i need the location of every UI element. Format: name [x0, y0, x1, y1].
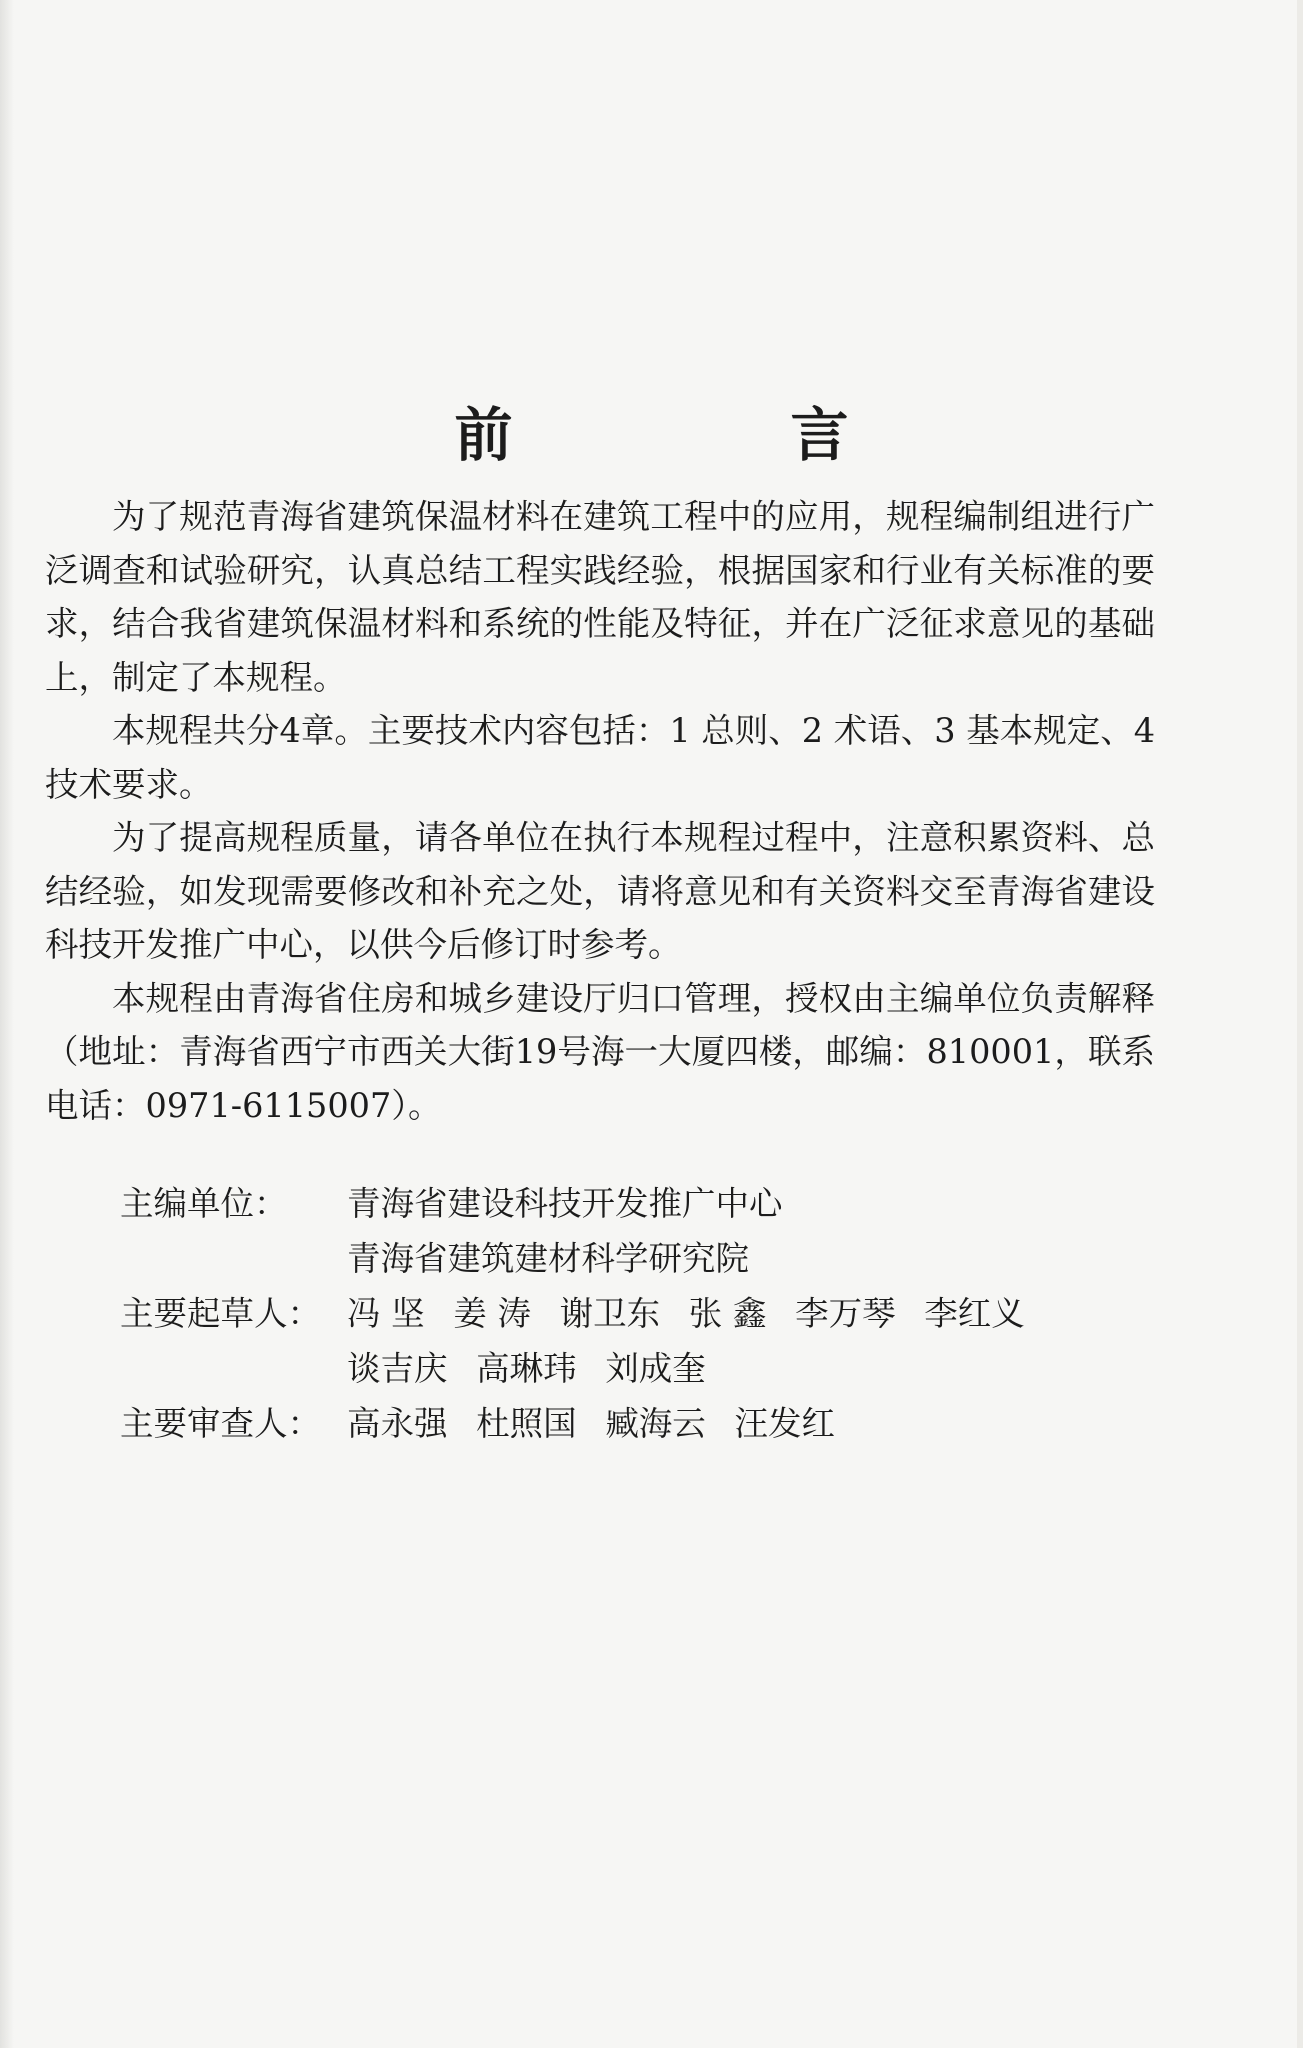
drafter-name: 谈吉庆: [347, 1349, 448, 1388]
reviewers-row: [120, 1396, 1120, 1451]
drafter-name: 刘成奎: [605, 1349, 706, 1388]
editors-row: [120, 1176, 1120, 1231]
paragraph-feedback: 为了提高规程质量，请各单位在执行本规程过程中，注意积累资料、总结经验，如发现需要修改和补充之处，请将意见和有关资料交至青海省建设科技开发推广中心，以供今后修订时参考。: [45, 818, 1155, 964]
drafters-names-line2: [347, 1341, 724, 1396]
preface-body: [45, 490, 1155, 1132]
reviewer-name: 高永强: [347, 1404, 448, 1443]
drafter-name: 李红义: [924, 1294, 1025, 1333]
drafters-row: [120, 1286, 1120, 1341]
page-title: 前 言: [454, 401, 959, 469]
paragraph-contents: 本规程共分4章。主要技术内容包括：1 总则、2 术语、3 基本规定、4 技术要求。: [45, 711, 1156, 804]
drafter-name: 李万琴: [795, 1294, 896, 1333]
drafter-name: 高琳玮: [476, 1349, 577, 1388]
drafters-label: 主要起草人：: [120, 1294, 321, 1333]
reviewers-names: [347, 1396, 853, 1451]
drafters-names-line1: [347, 1286, 1043, 1341]
drafter-name: 姜 涛: [453, 1294, 531, 1333]
editors-row-2: [120, 1231, 1120, 1286]
paragraph-purpose: 为了规范青海省建筑保温材料在建筑工程中的应用，规程编制组进行广泛调查和试验研究，认真总结工程实践经验，根据国家和行业有关标准的要求，结合我省建筑保温材料和系统的性能及特征，并在广泛征求意见的基础上，制定了本规程。: [45, 497, 1155, 697]
page-edge-shadow: [0, 0, 14, 2048]
reviewer-name: 杜照国: [476, 1404, 577, 1443]
credits-section: [120, 1176, 1120, 1451]
editors-label: 主编单位：: [120, 1184, 288, 1223]
reviewers-label: 主要审查人：: [120, 1404, 321, 1443]
editor-org-2: 青海省建筑建材科学研究院: [347, 1239, 749, 1278]
drafters-row-2: [120, 1341, 1120, 1396]
drafter-name: 张 鑫: [688, 1294, 767, 1333]
reviewer-name: 臧海云: [605, 1404, 706, 1443]
editor-org-1: 青海省建设科技开发推广中心: [347, 1184, 783, 1223]
page-edge-strip: [1297, 0, 1303, 2048]
reviewer-name: 汪发红: [734, 1404, 835, 1443]
drafter-name: 谢卫东: [559, 1294, 661, 1333]
paragraph-management: 本规程由青海省住房和城乡建设厅归口管理，授权由主编单位负责解释（地址：青海省西宁市西关大街19号海一大厦四楼，邮编：810001，联系电话：0971-6115007）。: [45, 978, 1155, 1125]
drafter-name: 冯 坚: [347, 1294, 425, 1333]
